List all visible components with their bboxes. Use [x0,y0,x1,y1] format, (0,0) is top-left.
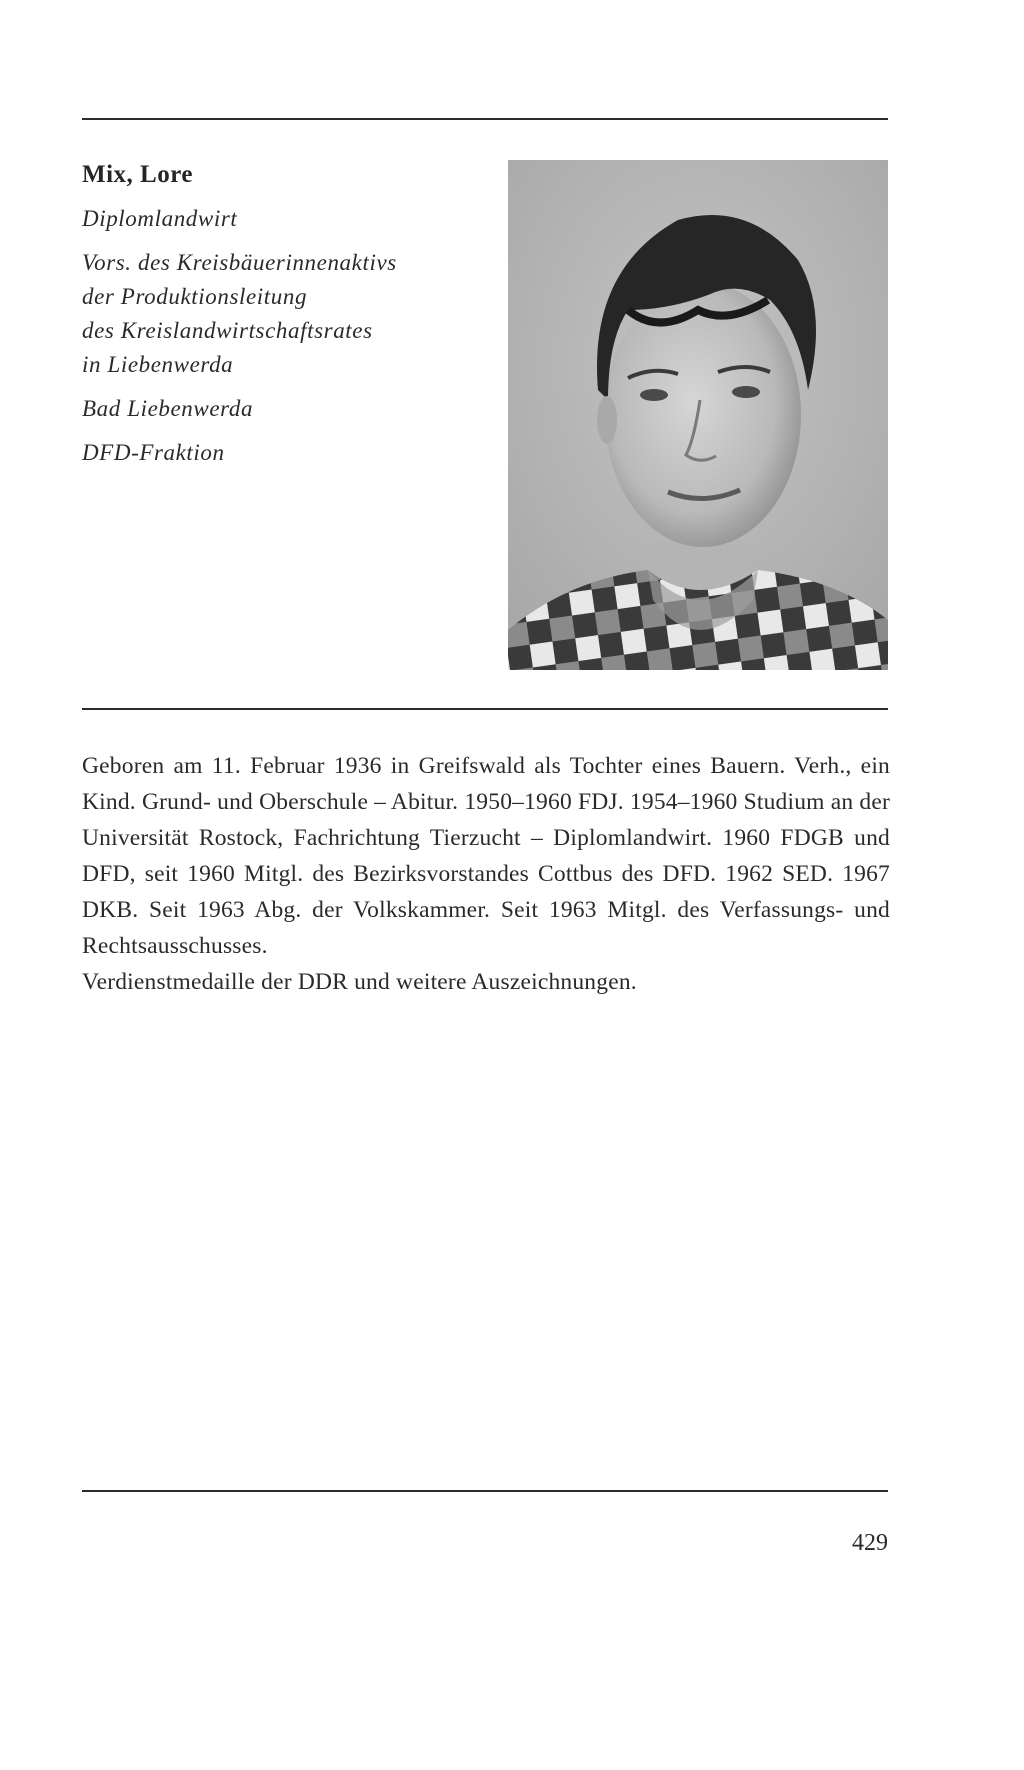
biography [82,748,890,1000]
profession: Diplomlandwirt [82,206,238,231]
position-line: in Liebenwerda [82,352,234,377]
middle-divider [82,708,888,710]
portrait-photo [508,160,888,670]
bottom-divider [82,1490,888,1492]
person-name: Mix, Lore [82,161,193,188]
entry-header [82,158,482,470]
position-line: Vors. des Kreisbäuerinnenaktivs [82,250,397,275]
position-line: der Produktionsleitung [82,284,308,309]
faction: DFD-Fraktion [82,440,225,465]
position-line: des Kreislandwirtschaftsrates [82,318,373,343]
page-number: 429 [852,1530,888,1556]
awards-paragraph: Verdienstmedaille der DDR und weitere Auszeichnungen. [82,969,637,995]
top-divider [82,118,888,120]
residence: Bad Liebenwerda [82,396,254,421]
biography-paragraph: Geboren am 11. Februar 1936 in Greifswald als Tochter eines Bauern. Verh., ein Kind. Grund- und Oberschule – Abitur. 1950–1960 FDJ. 1954–1960 Studium an der Universität Rostock, Fachrichtung Tierzucht – Diplomlandwirt. 1960 FDGB und DFD, seit 1960 Mitgl. des Bezirksvorstandes Cottbus des DFD. 1962 SED. 1967 DKB. Seit 1963 Abg. der Volkskammer. Seit 1963 Mitgl. des Verfassungs- und Rechtsausschusses. [82,753,890,959]
